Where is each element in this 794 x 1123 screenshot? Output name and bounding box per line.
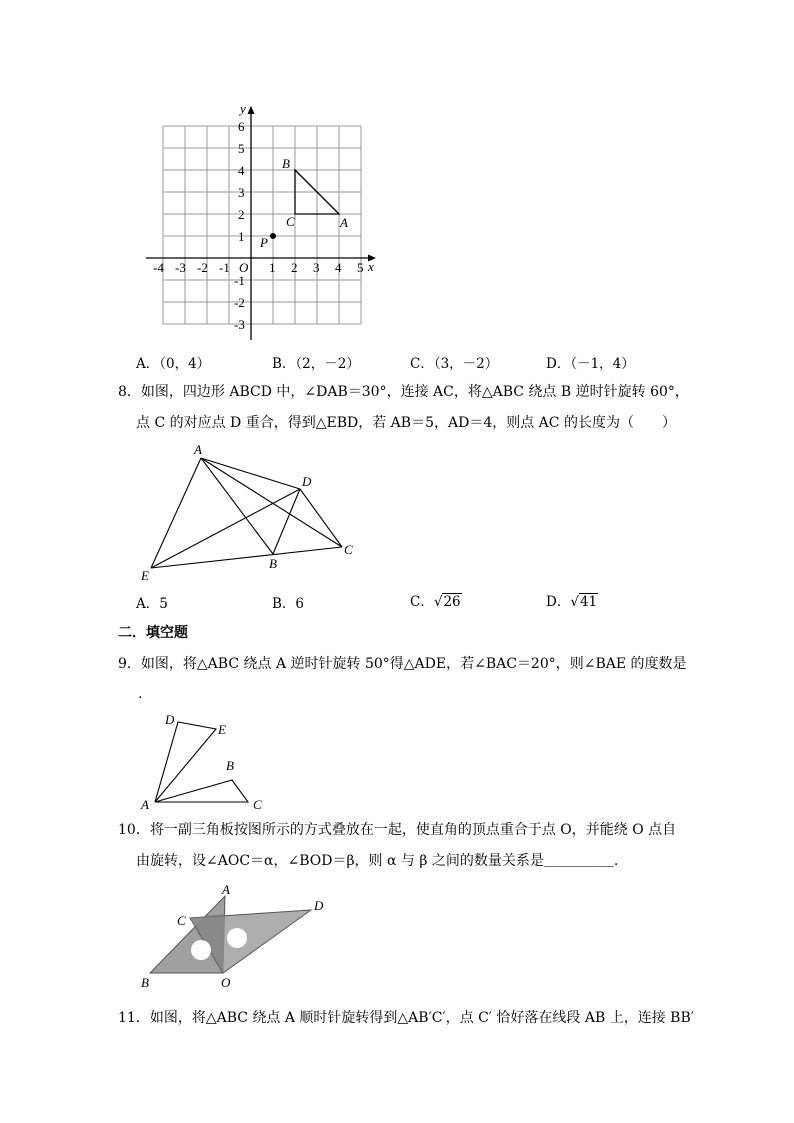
y-tick-label: -3 <box>234 317 245 332</box>
q11-question-line1: 11．如图，将△ABC 绕点 A 顺时针旋转得到△AB′C′，点 C′ 恰好落在线段 AB 上，连接 BB′ <box>118 1010 694 1026</box>
y-tick-label: 4 <box>238 163 245 178</box>
sqrt-symbol: √26 <box>433 594 461 610</box>
y-axis-arrow <box>248 106 255 114</box>
point-p <box>270 233 276 239</box>
origin-label: O <box>239 260 249 275</box>
x-tick-labels <box>153 260 364 275</box>
point-b-label: B <box>282 156 290 171</box>
q10-label-o: O <box>221 975 231 990</box>
x-tick-label: 3 <box>313 260 320 275</box>
section-title-fill-in: 二．填空题 <box>118 625 188 641</box>
grid-lines <box>163 126 361 324</box>
point-c-label: C <box>286 214 295 229</box>
q8-option-b[interactable]: B．6 <box>272 596 305 612</box>
q8-label-a: A <box>194 442 202 457</box>
q9-question-line1: 9．如图，将△ABC 绕点 A 逆时针旋转 50°得△ADE，若∠BAC＝20°，则∠BAE 的度数是 <box>118 656 687 672</box>
y-tick-label: 5 <box>238 141 245 156</box>
y-tick-label: -1 <box>234 273 245 288</box>
q7-coordinate-graph <box>140 100 390 340</box>
q7-option-d[interactable]: D．（－1，4） <box>546 356 635 372</box>
q10-question-line1: 10．将一副三角板按图所示的方式叠放在一起，使直角的顶点重合于点 O，并能绕 O 点自 <box>118 822 677 838</box>
q9-label-e: E <box>218 722 226 737</box>
y-tick-label: 6 <box>238 119 245 134</box>
q9-label-d: D <box>165 712 175 727</box>
q8-option-a[interactable]: A．5 <box>136 596 168 612</box>
q8-question-line1: 8．如图，四边形 ABCD 中，∠DAB＝30°，连接 AC，将△ABC 绕点 B 逆时针旋转 60°， <box>118 384 689 400</box>
x-tick-label: -3 <box>175 260 186 275</box>
q10-label-d: D <box>314 898 324 913</box>
point-a-label: A <box>340 215 348 230</box>
x-tick-label: 2 <box>291 260 298 275</box>
x-tick-label: 4 <box>335 260 342 275</box>
y-tick-label: 3 <box>238 185 245 200</box>
q10-label-b: B <box>141 975 149 990</box>
q8-label-d: D <box>302 474 312 489</box>
q10-label-c: C <box>177 913 186 928</box>
y-tick-label: -2 <box>234 295 245 310</box>
q8-option-d-prefix: D． <box>546 594 571 610</box>
y-axis-label: y <box>240 101 246 116</box>
y-tick-labels <box>234 119 245 332</box>
q8-label-b: B <box>269 556 277 571</box>
x-tick-label: -2 <box>197 260 208 275</box>
q7-option-a[interactable]: A．（0，4） <box>136 356 211 372</box>
q8-question-line2: 点 C 的对应点 D 重合，得到△EBD，若 AB＝5，AD＝4，则点 AC 的长度为（ ） <box>136 415 676 431</box>
x-tick-label: -1 <box>219 260 230 275</box>
x-axis-label: x <box>368 259 374 274</box>
q7-option-c[interactable]: C．（3，－2） <box>410 356 499 372</box>
sqrt-symbol: √41 <box>570 594 598 610</box>
q8-figure <box>135 440 365 585</box>
y-tick-label: 2 <box>238 207 245 222</box>
x-tick-label: 1 <box>269 260 276 275</box>
q7-option-b[interactable]: B．（2，－2） <box>272 356 360 372</box>
q9-label-a: A <box>141 797 149 812</box>
y-tick-label: 1 <box>238 229 245 244</box>
q9-label-c: C <box>253 797 262 812</box>
q9-question-line2: . <box>138 686 143 702</box>
q8-label-c: C <box>344 542 353 557</box>
q10-label-a: A <box>222 882 230 897</box>
q8-option-d-radicand: 41 <box>579 594 598 610</box>
q8-option-c[interactable] <box>410 590 462 610</box>
point-p-label: P <box>260 235 268 250</box>
q8-option-c-prefix: C． <box>410 594 434 610</box>
x-tick-label: -4 <box>153 260 164 275</box>
q8-label-e: E <box>141 568 149 583</box>
q9-label-b: B <box>226 758 234 773</box>
q9-figure <box>138 710 268 815</box>
q10-question-line2: 由旋转，设∠AOC＝α，∠BOD＝β，则 α 与 β 之间的数量关系是＿＿＿＿＿. <box>136 853 619 869</box>
q10-figure <box>135 880 335 992</box>
x-tick-label: 5 <box>357 260 364 275</box>
q8-option-c-radicand: 26 <box>443 594 461 610</box>
q8-option-d[interactable] <box>546 590 598 610</box>
